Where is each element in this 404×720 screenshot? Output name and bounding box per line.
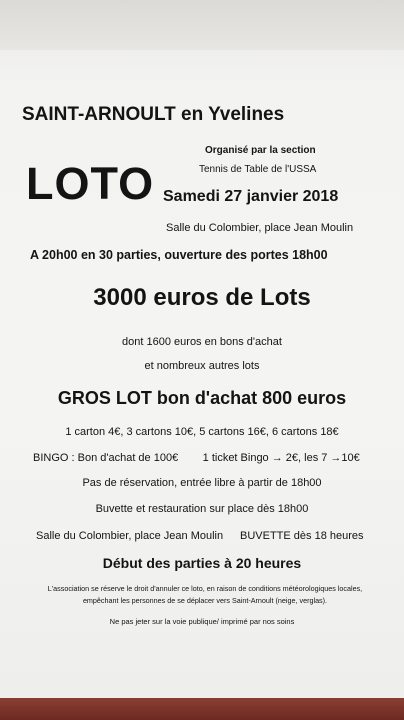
town-title: SAINT-ARNOULT en Yvelines xyxy=(22,104,285,125)
disclaimer: L'association se réserve le droit d'annuler ce loto, en raison de conditions météorologiques locales, empêchant les personnes de se déplacer vers Saint-Arnoult (neige, verglas). xyxy=(47,584,363,605)
refreshments-info: Buvette et restauration sur place dès 18h00 xyxy=(95,503,309,515)
bar-hours: BUVETTE dès 18 heures xyxy=(240,530,364,542)
organiser-line-2: Tennis de Table de l'USSA xyxy=(199,164,317,175)
prize-detail-2: et nombreux autres lots xyxy=(144,360,260,372)
table-surface xyxy=(0,698,404,720)
venue-repeat: Salle du Colombier, place Jean Moulin xyxy=(36,530,224,542)
footer-note: Ne pas jeter sur la voie publique/ imprimé par nos soins xyxy=(109,617,295,626)
event-date: Samedi 27 janvier 2018 xyxy=(163,188,339,205)
schedule: A 20h00 en 30 parties, ouverture des portes 18h00 xyxy=(30,248,328,262)
organiser-line-1: Organisé par la section xyxy=(205,145,316,156)
bingo-info: BINGO : Bon d'achat de 100€ 1 ticket Bingo → 2€, les 7 →10€ xyxy=(33,452,360,464)
card-prices: 1 carton 4€, 3 cartons 10€, 5 cartons 16€, 6 cartons 18€ xyxy=(65,426,339,438)
venue: Salle du Colombier, place Jean Moulin xyxy=(166,222,354,234)
sheet-top-shadow xyxy=(0,0,404,50)
start-time: Début des parties à 20 heures xyxy=(102,555,302,571)
prize-total: 3000 euros de Lots xyxy=(93,284,311,311)
event-name: LOTO xyxy=(26,158,155,209)
grand-prize: GROS LOT bon d'achat 800 euros xyxy=(57,388,347,408)
reservation-info: Pas de réservation, entrée libre à partir de 18h00 xyxy=(82,477,322,489)
prize-detail-1: dont 1600 euros en bons d'achat xyxy=(122,336,282,348)
